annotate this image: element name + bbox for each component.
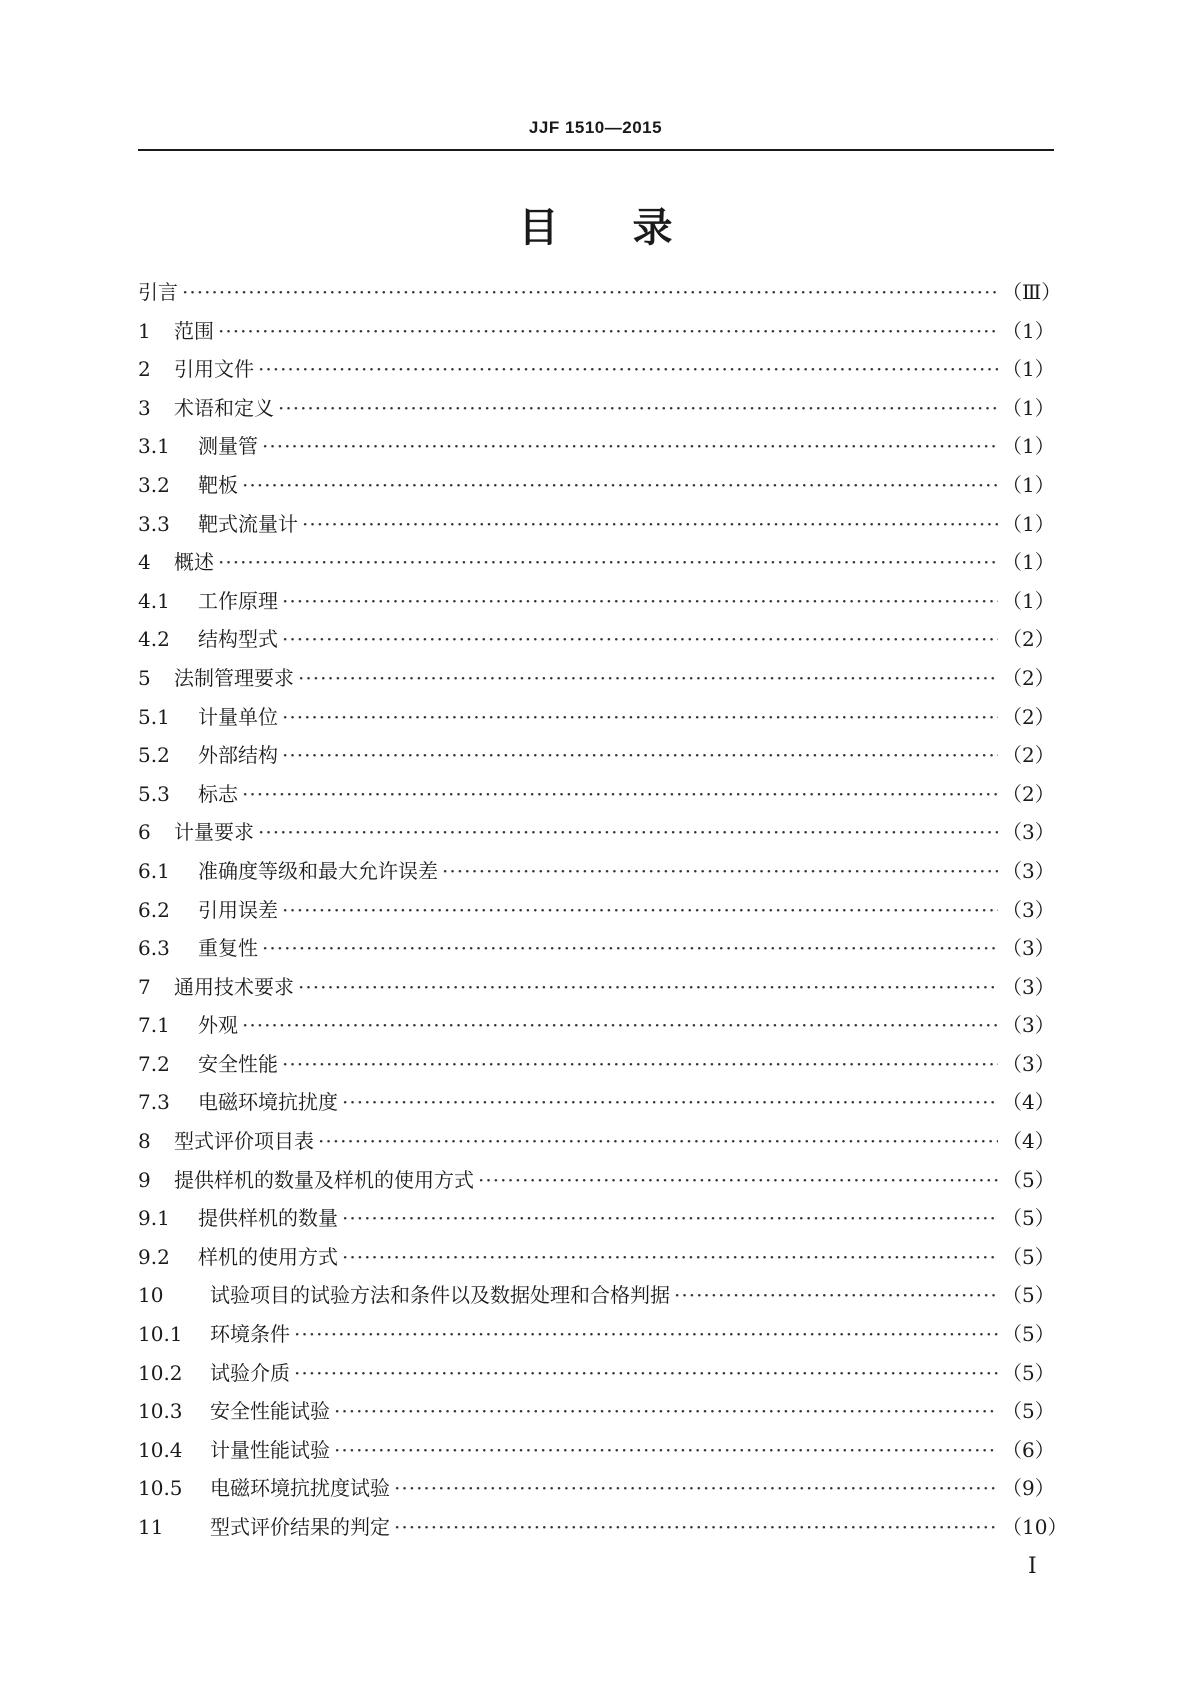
toc-entry-label: 型式评价结果的判定 [210,1515,390,1539]
toc-entry-number: 10 [138,1283,164,1308]
toc-dot-leader [218,550,998,574]
toc-dot-leader [278,396,998,420]
toc-entry-label: 外部结构 [198,743,278,768]
toc-entry-page: （3） [1002,974,1055,999]
toc-dot-leader [298,666,998,690]
toc-entry-label: 术语和定义 [174,395,274,420]
toc-entry-label: 法制管理要求 [174,665,294,690]
toc-entry-page: （1） [1002,318,1055,343]
toc-entry[interactable] [138,623,1054,662]
toc-entry-number: 6.3 [138,936,170,961]
toc-entry[interactable] [138,1125,1054,1164]
toc-entry-page: （10） [1002,1515,1068,1539]
toc-entry-label: 试验项目的试验方法和条件以及数据处理和合格判据 [210,1283,670,1308]
toc-entry-number: 7.1 [138,1013,170,1038]
toc-entry[interactable] [138,1086,1054,1125]
toc-dot-leader [674,1283,998,1307]
toc-entry-label: 准确度等级和最大允许误差 [198,858,438,883]
toc-entry-page: （3） [1002,820,1055,845]
toc-entry-page: （1） [1002,434,1055,459]
toc-dot-leader [218,319,998,343]
toc-entry-page: （5） [1002,1244,1055,1269]
toc-entry-page: （5） [1002,1167,1055,1192]
toc-entry-label: 计量性能试验 [210,1437,330,1462]
toc-dot-leader [242,473,998,497]
toc-dot-leader [258,357,998,381]
toc-dot-leader [342,1090,998,1114]
toc-entry-label: 外观 [198,1013,238,1038]
toc-entry-number: 6 [138,820,151,845]
toc-entry-number: 3.2 [138,472,170,497]
toc-entry-page: （1） [1002,588,1055,613]
toc-entry-page: （5） [1002,1360,1055,1385]
toc-dot-leader [242,1013,998,1037]
toc-entry-number: 4.1 [138,588,170,613]
header-divider [138,149,1054,151]
toc-entry-label: 安全性能 [198,1051,278,1076]
toc-dot-leader [294,1322,998,1346]
toc-dot-leader [334,1399,998,1423]
toc-entry-page: （3） [1002,1051,1055,1076]
toc-entry-number: 9.2 [138,1244,170,1269]
toc-entry-label: 计量单位 [198,704,278,729]
toc-dot-leader [262,936,998,960]
toc-entry-number: 10.1 [138,1322,183,1347]
toc-entry-page: （1） [1002,395,1055,420]
toc-entry-number: 8 [138,1129,151,1154]
toc-dot-leader [478,1168,998,1192]
toc-entry[interactable] [138,508,1054,547]
toc-entry-page: （4） [1002,1129,1055,1154]
toc-entry-number: 2 [138,357,151,382]
toc-entry-label: 靶板 [198,472,238,497]
toc-entry-number: 6.1 [138,858,170,883]
toc-entry-number: 3 [138,395,151,420]
standard-code: JJF 1510—2015 [528,118,663,137]
toc-entry-label: 工作原理 [198,588,278,613]
toc-dot-leader [182,280,998,304]
toc-entry-label: 环境条件 [210,1322,290,1347]
toc-entry-page: （1） [1002,511,1055,536]
toc-entry[interactable] [138,430,1054,469]
toc-entry-label: 试验介质 [210,1360,290,1385]
toc-entry-page: （Ⅲ） [1002,280,1062,304]
toc-entry-number: 4.2 [138,627,170,652]
toc-entry-number: 10.4 [138,1437,183,1462]
toc-entry-label: 提供样机的数量 [198,1206,338,1231]
toc-entry-number: 1 [138,318,151,343]
toc-entry[interactable] [138,1048,1054,1087]
toc-dot-leader [262,434,998,458]
toc-entry-number: 3.1 [138,434,170,459]
toc-entry-label: 范围 [174,318,214,343]
toc-entry[interactable] [138,276,1062,315]
toc-dot-leader [318,1129,998,1153]
toc-dot-leader [242,782,998,806]
toc-entry-label: 电磁环境抗扰度试验 [210,1476,390,1501]
toc-entry-number: 3.3 [138,511,170,536]
toc-entry[interactable] [138,353,1054,392]
toc-entry-label: 电磁环境抗扰度 [198,1090,338,1115]
toc-entry-page: （3） [1002,897,1055,922]
toc-dot-leader [282,898,998,922]
toc-entry[interactable] [138,1472,1054,1511]
toc-entry-label: 靶式流量计 [198,511,298,536]
toc-entry-page: （1） [1002,357,1055,382]
toc-entry-number: 6.2 [138,897,170,922]
toc-dot-leader [298,975,998,999]
page-number: Ⅰ [1028,1554,1037,1579]
toc-entry[interactable] [138,1318,1054,1357]
toc-dot-leader [342,1206,998,1230]
toc-entry-number: 10.3 [138,1399,183,1424]
toc-entry-number: 10.5 [138,1476,183,1501]
toc-dot-leader [282,627,998,651]
toc-entry-label: 测量管 [198,434,258,459]
toc-entry-label: 标志 [198,781,238,806]
table-of-contents [138,276,1068,1550]
toc-entry-label: 计量要求 [174,820,254,845]
toc-entry-number: 7.3 [138,1090,170,1115]
toc-entry-number: 4 [138,550,151,575]
toc-dot-leader [282,1052,998,1076]
toc-title: 目录 [518,205,747,251]
toc-entry[interactable] [138,1357,1054,1396]
toc-entry-label: 概述 [174,550,214,575]
toc-entry-page: （4） [1002,1090,1055,1115]
toc-entry-page: （6） [1002,1437,1055,1462]
toc-entry-label: 引用文件 [174,357,254,382]
toc-entry-page: （2） [1002,743,1055,768]
toc-entry-number: 5.3 [138,781,170,806]
toc-entry[interactable] [138,1009,1054,1048]
toc-entry-page: （2） [1002,627,1055,652]
toc-entry-number: 5.1 [138,704,170,729]
toc-entry-label: 型式评价项目表 [174,1129,314,1154]
toc-dot-leader [302,512,998,536]
toc-entry-number: 9 [138,1167,151,1192]
toc-entry-page: （3） [1002,858,1055,883]
toc-entry[interactable] [138,469,1054,508]
toc-entry-page: （3） [1002,1013,1055,1038]
toc-entry[interactable] [138,1164,1054,1203]
toc-entry-number: 11 [138,1515,164,1539]
toc-entry-number: 5.2 [138,743,170,768]
toc-dot-leader [258,820,998,844]
toc-entry-label: 引用误差 [198,897,278,922]
toc-entry-label: 通用技术要求 [174,974,294,999]
toc-entry[interactable] [138,1395,1054,1434]
toc-entry[interactable] [138,855,1054,894]
toc-entry-page: （5） [1002,1206,1055,1231]
toc-entry-number: 5 [138,665,151,690]
toc-entry-page: （2） [1002,704,1055,729]
toc-entry[interactable] [138,701,1054,740]
toc-entry-page: （1） [1002,472,1055,497]
toc-dot-leader [394,1515,998,1539]
toc-entry-label: 结构型式 [198,627,278,652]
toc-entry-page: （5） [1002,1283,1055,1308]
toc-entry-page: （5） [1002,1399,1055,1424]
toc-entry[interactable] [138,739,1054,778]
toc-dot-leader [342,1245,998,1269]
toc-entry-page: （2） [1002,665,1055,690]
toc-entry-page: （3） [1002,936,1055,961]
toc-entry-label: 引言 [138,280,178,304]
toc-entry-page: （2） [1002,781,1055,806]
toc-entry[interactable] [138,1202,1054,1241]
toc-entry-label: 重复性 [198,936,258,961]
toc-entry[interactable] [138,816,1054,855]
toc-dot-leader [282,589,998,613]
toc-entry-page: （1） [1002,550,1055,575]
toc-entry-label: 提供样机的数量及样机的使用方式 [174,1167,474,1192]
toc-entry-number: 10.2 [138,1360,183,1385]
toc-entry-page: （5） [1002,1322,1055,1347]
toc-entry[interactable] [138,971,1054,1010]
toc-entry[interactable] [138,1241,1054,1280]
toc-entry[interactable] [138,778,1054,817]
toc-entry-label: 样机的使用方式 [198,1244,338,1269]
toc-entry[interactable] [138,546,1054,585]
toc-entry-number: 7 [138,974,151,999]
toc-entry[interactable] [138,392,1054,431]
toc-dot-leader [442,859,998,883]
toc-entry-number: 7.2 [138,1051,170,1076]
toc-entry[interactable] [138,315,1054,354]
toc-entry[interactable] [138,894,1054,933]
toc-dot-leader [282,743,998,767]
toc-entry[interactable] [138,1279,1054,1318]
toc-entry[interactable] [138,585,1054,624]
toc-entry[interactable] [138,1511,1068,1550]
toc-entry[interactable] [138,932,1054,971]
toc-entry-label: 安全性能试验 [210,1399,330,1424]
toc-dot-leader [394,1476,998,1500]
toc-entry-page: （9） [1002,1476,1055,1501]
toc-entry-number: 9.1 [138,1206,170,1231]
toc-entry[interactable] [138,662,1054,701]
toc-dot-leader [282,705,998,729]
toc-entry[interactable] [138,1434,1054,1473]
toc-dot-leader [334,1438,998,1462]
toc-dot-leader [294,1361,998,1385]
